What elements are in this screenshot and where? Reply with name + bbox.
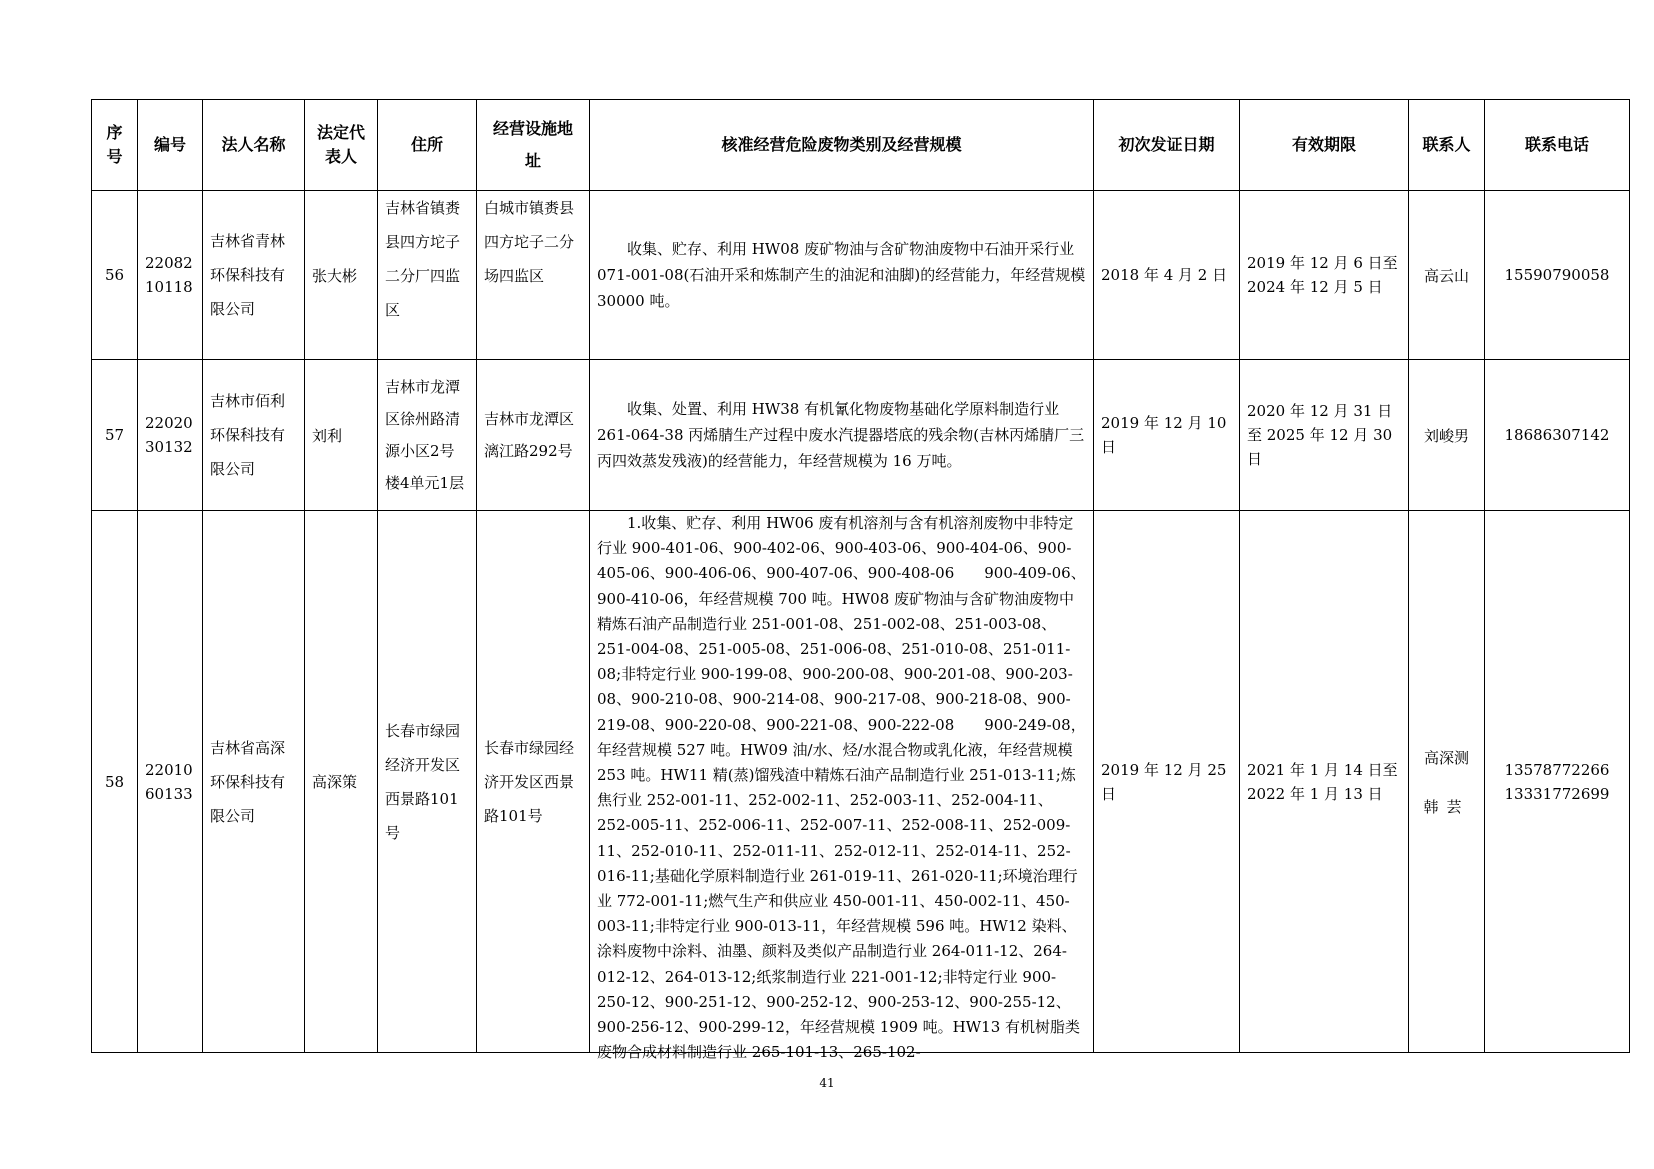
row-first-date: 2019 年 12 月 10 日 <box>1094 360 1240 511</box>
row-phone <box>1485 511 1630 1053</box>
row-phone: 18686307142 <box>1485 360 1630 511</box>
contact-primary: 高深测 <box>1423 748 1469 767</box>
row-rep: 张大彬 <box>305 191 378 360</box>
row-facility: 吉林市龙潭区漓江路292号 <box>477 360 590 511</box>
row-first-date: 2018 年 4 月 2 日 <box>1094 191 1240 360</box>
header-facility: 经营设施地址 <box>477 100 590 191</box>
header-address: 住所 <box>378 100 477 191</box>
row-code: 2208210118 <box>138 191 203 360</box>
header-validity: 有效期限 <box>1240 100 1409 191</box>
row-validity: 2021 年 1 月 14 日至 2022 年 1 月 13 日 <box>1240 511 1409 1053</box>
table-row <box>92 360 1630 511</box>
row-seq: 57 <box>92 360 138 511</box>
row-rep: 刘利 <box>305 360 378 511</box>
row-phone: 15590790058 <box>1485 191 1630 360</box>
row-scope: 收集、贮存、利用 HW08 废矿物油与含矿物油废物中石油开采行业 071-001-08(石油开采和炼制产生的油泥和油脚)的经营能力，年经营规模 30000 吨。 <box>590 191 1094 360</box>
row-scope: 收集、处置、利用 HW38 有机氰化物废物基础化学原料制造行业 261-064-38 丙烯腈生产过程中废水汽提器塔底的残余物(吉林丙烯腈厂三丙四效蒸发残液)的经营能力，年经营规模为 16 万吨。 <box>590 360 1094 511</box>
row-validity: 2020 年 12 月 31 日至 2025 年 12 月 30 日 <box>1240 360 1409 511</box>
row-code: 2202030132 <box>138 360 203 511</box>
header-contact: 联系人 <box>1409 100 1485 191</box>
header-row <box>92 100 1630 191</box>
row-address: 吉林省镇赉县四方坨子二分厂四监区 <box>378 191 477 360</box>
row-validity: 2019 年 12 月 6 日至 2024 年 12 月 5 日 <box>1240 191 1409 360</box>
row-address: 长春市绿园经济开发区西景路101号 <box>378 511 477 1053</box>
table-row <box>92 511 1630 1053</box>
page-number: 41 <box>819 1076 835 1090</box>
row-address: 吉林市龙潭区徐州路清源小区2号楼4单元1层 <box>378 360 477 511</box>
row-facility: 白城市镇赉县四方坨子二分场四监区 <box>477 191 590 360</box>
phone-primary: 13578772266 <box>1504 760 1610 779</box>
waste-license-table <box>91 99 1630 1062</box>
row-contact <box>1409 511 1485 1053</box>
header-seq: 序号 <box>92 100 138 191</box>
header-phone: 联系电话 <box>1485 100 1630 191</box>
row-rep: 高深策 <box>305 511 378 1053</box>
row-contact: 高云山 <box>1409 191 1485 360</box>
header-rep: 法定代表人 <box>305 100 378 191</box>
row-scope <box>590 511 1094 1062</box>
row-seq: 56 <box>92 191 138 360</box>
phone-secondary: 13331772699 <box>1504 784 1610 803</box>
header-scope: 核准经营危险废物类别及经营规模 <box>590 100 1094 191</box>
row-name: 吉林省青林环保科技有限公司 <box>203 191 305 360</box>
row-contact: 刘峻男 <box>1409 360 1485 511</box>
row-facility: 长春市绿园经济开发区西景路101号 <box>477 511 590 1053</box>
row-name: 吉林市佰利环保科技有限公司 <box>203 360 305 511</box>
header-first-date: 初次发证日期 <box>1094 100 1240 191</box>
header-name: 法人名称 <box>203 100 305 191</box>
table-row <box>92 191 1630 360</box>
row-seq: 58 <box>92 511 138 1053</box>
row-scope-text: 1.收集、贮存、利用 HW06 废有机溶剂与含有机溶剂废物中非特定行业 900-401-06、900-402-06、900-403-06、900-404-06、900-405-06、900-406-06、900-407-06、900-408-06 900-409-06、900-410-06，年经营规模 700 吨。HW08 废矿物油与含矿物油废物中精炼石油产品制造行业 251-001-08、251-002-08、251-003-08、251-004-08、251-005-08、251-006-08、251-010-08、251-011-08;非特定行业 900-199-08、900-200-08、900-201-08、900-203-08、900-210-08、900-214-08、900-217-08、900-218-08、900-219-08、900-220-08、900-221-08、900-222-08 900-249-08，年经营规模 527 吨。HW09 油/水、烃/水混合物或乳化液，年经营规模 253 吨。HW11 精(蒸)馏残渣中精炼石油产品制造行业 251-013-11;炼焦行业 252-001-11、252-002-11、252-003-11、252-004-11、252-005-11、252-006-11、252-007-11、252-008-11、252-009-11、252-010-11、252-011-11、252-012-11、252-014-11、252-016-11;基础化学原料制造行业 261-019-11、261-020-11;环境治理行业 772-001-11;燃气生产和供应业 450-001-11、450-002-11、450-003-11;非特定行业 900-013-11，年经营规模 596 吨。HW12 染料、涂料废物中涂料、油墨、颜料及类似产品制造行业 264-011-12、264-012-12、264-013-12;纸浆制造行业 221-001-12;非特定行业 900-250-12、900-251-12、900-252-12、900-253-12、900-255-12、900-256-12、900-299-12，年经营规模 1909 吨。HW13 有机树脂类废物合成材料制造行业 265-101-13、265-102- <box>597 514 1086 1062</box>
row-first-date: 2019 年 12 月 25 日 <box>1094 511 1240 1053</box>
row-name: 吉林省高深环保科技有限公司 <box>203 511 305 1053</box>
contact-secondary: 韩芸 <box>1423 797 1470 816</box>
row-code: 2201060133 <box>138 511 203 1053</box>
header-code: 编号 <box>138 100 203 191</box>
